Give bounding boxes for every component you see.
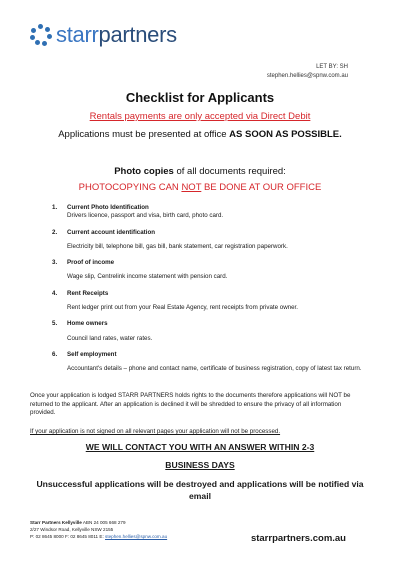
rentals-notice: Rentals payments are only accepted via Direct Debit: [89, 111, 311, 122]
lodged-application-paragraph: Once your application is lodged STARR PARTNERS holds rights to the documents therefore applications will NOT be returned to the applicant. After an application is declined it will be shredded to ensure the privacy of all information provided.: [30, 392, 351, 416]
page-title: Checklist for Applicants: [125, 90, 275, 105]
photo-copies-notice: Photo copies of all documents required:: [114, 166, 286, 177]
business-days-notice: BUSINESS DAYS: [165, 460, 235, 470]
office-contacts: P: 02 8645 8000 F: 02 8645 8011 E:: [30, 534, 106, 539]
office-name: Starr Partners Kellyville: [30, 520, 82, 525]
photocopying-notice: PHOTOCOPYING CAN NOT BE DONE AT OUR OFFICE: [78, 182, 322, 193]
list-item: 1. Current Photo Identification Drivers licence, passport and visa, birth card, photo card.: [52, 204, 224, 220]
contact-notice: WE WILL CONTACT YOU WITH AN ANSWER WITHIN 2-3: [85, 442, 315, 452]
list-item: 3. Proof of income Wage slip, Centrelink income statement with pension card.: [52, 259, 228, 281]
office-email-link[interactable]: stephen.hellies@spnw.com.au: [105, 534, 168, 539]
website-url: starrpartners.com.au: [250, 533, 346, 544]
office-abn: ABN 24 005 668 279: [81, 520, 126, 525]
unsigned-notice: If your application is not signed on all relevant pages your application will not be processed.: [30, 428, 281, 435]
office-footer: [30, 519, 167, 540]
present-notice: Applications must be presented at office AS SOON AS POSSIBLE.: [58, 129, 342, 140]
list-item: 2. Current account identification Electricity bill, telephone bill, gas bill, bank statement, car registration paperwork.: [52, 228, 288, 250]
agent-email: stephen.hellies@spnw.com.au: [266, 73, 348, 79]
agent-info: [267, 63, 348, 81]
document-list: [52, 204, 362, 374]
logo-dots-icon: [30, 24, 52, 46]
list-item: 5. Home owners Council land rates, water rates.: [52, 320, 153, 342]
logo-wordmark: starrpartners: [56, 22, 177, 47]
starr-partners-logo: [30, 24, 177, 46]
unsuccessful-notice: Unsuccessful applications will be destroyed and applications will be notified via email: [36, 479, 364, 501]
list-item: 6. Self employment Accountant's details – phone and contact name, certificate of business registration, copy of latest tax return.: [52, 350, 362, 373]
list-item: 4. Rent Receipts Rent ledger print out from your Real Estate Agency, rent receipts from private owner.: [52, 289, 298, 312]
let-by-label: LET BY: SH: [316, 64, 348, 70]
office-address: 2/27 Windsor Road, Kellyville NSW 2155: [30, 527, 114, 532]
